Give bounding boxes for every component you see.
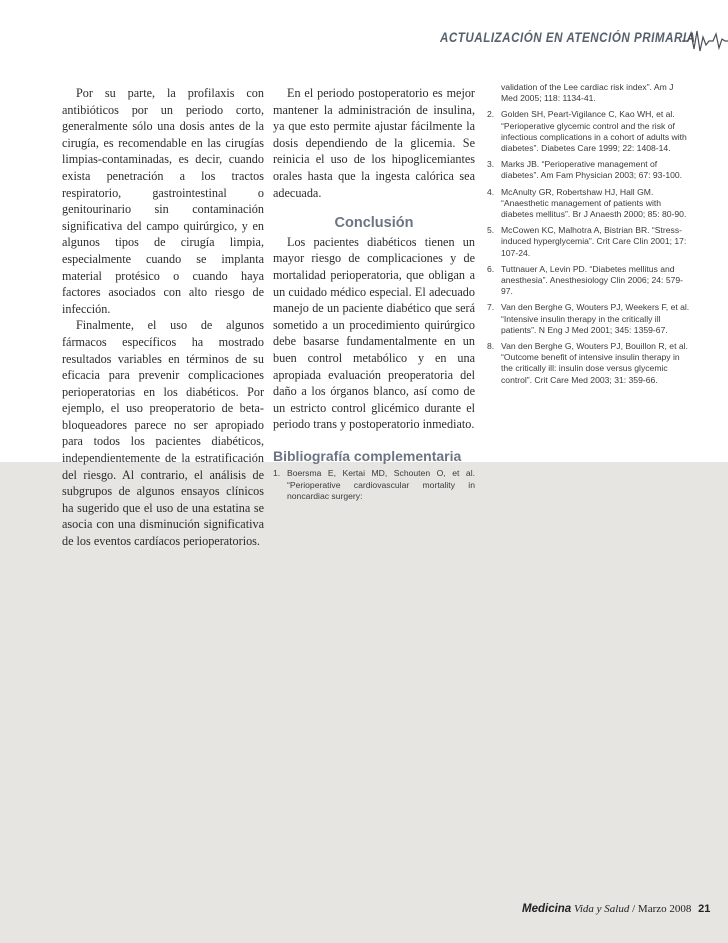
reference-item <box>487 225 692 259</box>
reference-number: 3. <box>487 159 495 170</box>
reference-number: 1. <box>273 468 281 479</box>
reference-number: 6. <box>487 263 495 274</box>
reference-number: 2. <box>487 109 495 120</box>
reference-item <box>487 187 692 221</box>
reference-text: Van den Berghe G, Wouters PJ, Weekers F, et al. “Intensive insulin therapy in the critically ill patients”. N Eng J Med 2001; 345: 1359-67. <box>501 302 690 335</box>
reference-text: McCowen KC, Malhotra A, Bistrian BR. “Stress-induced hyperglycemia”. Crit Care Clin 2001; 17: 107-24. <box>501 225 687 258</box>
reference-item-continuation <box>487 82 692 104</box>
text-column-2 <box>273 85 475 507</box>
reference-item <box>273 468 475 502</box>
reference-text: Tuttnauer A, Levin PD. “Diabetes mellitus and anesthesia”. Anesthesiology Clin 2006; 24: 579-97. <box>501 263 684 297</box>
page-footer <box>522 903 712 919</box>
reference-text: Golden SH, Peart-Vigilance C, Kao WH, et al. “Perioperative glycemic control and the risk of infectious complications in a cohort of adults with diabetes”. Diabetes Care 1999; 22: 1408-14. <box>501 109 687 154</box>
reference-list-start <box>273 468 475 502</box>
paragraph-specific-drugs: Finalmente, el uso de algunos fármacos específicos ha mostrado resultados variables en términos de su eficacia para prevenir complicaciones perioperatorias en los diabéticos. Por ejemplo, el uso preoperatorio de beta-bloqueadores parece no ser apropiado para todos los pacientes diabéticos, independientemente de la estratificación del riesgo. Al contrario, el análisis de subgrupos de algunos ensayos clínicos ha sugerido que el uso de una estatina se asocia con una disminución significativa de los eventos cardíacos perioperatorios. <box>62 318 264 549</box>
reference-item <box>487 264 692 298</box>
page-number: 21 <box>698 903 711 915</box>
paragraph-conclusion: Los pacientes diabéticos tienen un mayor riesgo de complicaciones y de mortalidad perioperatoria, que obligan a un cuidado médico especial. El adecuado manejo de un paciente diabético que será sometido a un procedimiento quirúrgico debe basarse fundamentalmente en un buen control metabólico y en una apropiada evaluación preoperatoria del daño a los órganos blanco, así como de un estricto control glicémico durante el periodo trans y postoperatorio inmediato. <box>273 234 475 432</box>
reference-item <box>487 341 692 386</box>
issue-date: / Marzo 2008 <box>632 903 692 915</box>
section-header-title: ACTUALIZACIÓN EN ATENCIÓN PRIMARIA <box>440 30 696 45</box>
reference-text: Boersma E, Kertai MD, Schouten O, et al. “Perioperative cardiovascular mortality in noncardiac surgery: <box>287 468 475 501</box>
paragraph-antibiotic-prophylaxis: Por su parte, la profilaxis con antibióticos por un periodo corto, generalmente sólo una dosis antes de la cirugía, es recomendable en las cirugías limpias-contaminadas, es decir, cuando exista penetración a los tractos respiratorio, gastrointestinal o genitourinario sin contaminación significativa del campo quirúrgico, y en algunos tipos de cirugía limpia, especialmente cuando se implanta material protésico o cuando haya factores asociados con alto riesgo de infección. <box>62 86 264 316</box>
reference-item <box>487 109 692 154</box>
heartbeat-icon <box>682 27 728 55</box>
reference-text: Marks JB. “Perioperative management of diabetes”. Am Fam Physician 2003; 67: 93-100. <box>501 159 683 181</box>
magazine-brand: Medicina <box>522 903 572 915</box>
reference-item <box>487 159 692 181</box>
magazine-subtitle: Vida y Salud <box>573 903 630 915</box>
reference-number: 4. <box>487 186 495 197</box>
bibliography-heading: Bibliografía complementaria <box>273 447 462 464</box>
reference-item <box>487 302 692 336</box>
reference-text: validation of the Lee cardiac risk index”. Am J Med 2005; 118: 1134-41. <box>501 82 674 104</box>
paragraph-postoperative: En el periodo postoperatorio es mejor mantener la administración de insulina, ya que esto permite ajustar fácilmente la dosis dependiendo de la glicemia. Se reinicia el uso de los hipoglicemiantes orales hasta que la ingesta calórica sea adecuada. <box>273 86 475 200</box>
reference-number: 7. <box>487 302 495 313</box>
reference-text: Van den Berghe G, Wouters PJ, Bouillon R, et al. “Outcome benefit of intensive insulin therapy in the critically ill: insulin dose versus glycemic control”. Crit Care Med 2003; 31: 359-66. <box>501 341 688 385</box>
reference-number: 5. <box>487 225 495 236</box>
reference-number: 8. <box>487 341 495 352</box>
text-column-1 <box>62 85 264 550</box>
conclusion-heading: Conclusión <box>334 215 414 232</box>
reference-list-continued <box>487 82 692 391</box>
reference-text: McAnulty GR, Robertshaw HJ, Hall GM. “Anaesthetic management of patients with diabetes mellitus”. Br J Anaesth 2000; 85: 80-90. <box>501 186 687 220</box>
